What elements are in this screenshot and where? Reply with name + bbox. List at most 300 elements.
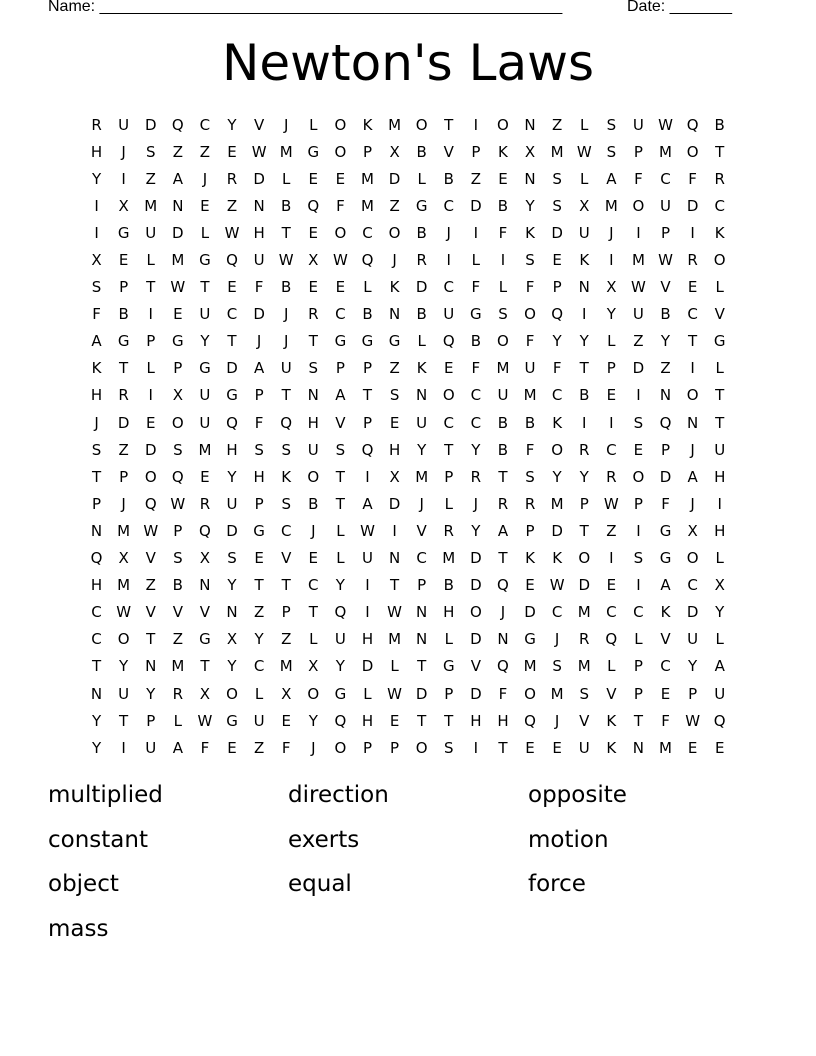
grid-letter: O: [307, 684, 320, 703]
grid-letter: Y: [227, 115, 237, 134]
grid-letter: I: [94, 196, 99, 215]
grid-letter: U: [687, 630, 699, 649]
grid-letter: G: [226, 711, 238, 730]
grid-letter: U: [118, 684, 130, 703]
grid-letter: D: [686, 196, 699, 215]
page-title: Newton's Laws: [221, 34, 595, 92]
grid-letter: N: [578, 278, 590, 297]
grid-letter: D: [632, 359, 645, 378]
grid-letter: U: [199, 386, 211, 405]
grid-letter: L: [417, 332, 426, 351]
grid-letter: S: [525, 467, 535, 486]
grid-letter: H: [714, 467, 726, 486]
grid-letter: O: [632, 467, 645, 486]
grid-letter: B: [416, 142, 427, 161]
word-search-grid: [83, 111, 733, 761]
grid-letter: U: [416, 413, 428, 432]
grid-letter: U: [253, 711, 265, 730]
grid-letter: I: [473, 738, 479, 757]
grid-letter: Z: [389, 196, 400, 215]
grid-letter: I: [582, 413, 587, 432]
grid-letter: E: [389, 413, 400, 432]
grid-letter: A: [335, 386, 346, 405]
grid-letter: H: [470, 711, 482, 730]
grid-letter: N: [145, 657, 157, 676]
grid-letter: G: [199, 251, 211, 270]
grid-letter: D: [578, 576, 591, 595]
grid-letter: L: [444, 630, 453, 649]
grid-letter: L: [146, 251, 155, 270]
grid-letter: E: [227, 278, 237, 297]
grid-letter: T: [146, 630, 156, 649]
grid-letter: L: [146, 359, 155, 378]
grid-letter: T: [417, 657, 427, 676]
grid-letter: M: [279, 657, 293, 676]
grid-letter: D: [524, 603, 536, 622]
grid-letter: S: [254, 440, 264, 459]
grid-letter: P: [633, 657, 643, 676]
grid-letter: C: [470, 386, 482, 405]
grid-letter: U: [497, 386, 509, 405]
grid-letter: E: [687, 278, 698, 297]
grid-letter: P: [633, 494, 643, 513]
grid-letter: Q: [280, 413, 293, 432]
grid-letter: D: [551, 223, 563, 242]
grid-letter: F: [254, 413, 264, 432]
grid-letter: T: [281, 223, 291, 242]
grid-letter: E: [335, 169, 346, 188]
grid-letter: T: [444, 711, 454, 730]
grid-letter: N: [416, 603, 428, 622]
grid-letter: O: [334, 115, 347, 134]
grid-letter: P: [173, 521, 183, 540]
grid-letter: C: [91, 603, 102, 622]
grid-letter: J: [609, 223, 614, 242]
grid-letter: F: [525, 332, 535, 351]
grid-letter: P: [390, 738, 400, 757]
word-list-item: direction: [288, 782, 389, 808]
grid-letter: B: [281, 196, 292, 215]
grid-letter: A: [172, 738, 183, 757]
grid-letter: K: [281, 467, 292, 486]
grid-letter: N: [199, 576, 211, 595]
grid-letter: W: [685, 711, 701, 730]
grid-letter: C: [714, 196, 725, 215]
grid-letter: W: [170, 494, 186, 513]
grid-letter: R: [470, 467, 482, 486]
grid-letter: R: [91, 115, 102, 134]
grid-letter: I: [365, 467, 370, 486]
grid-letter: D: [659, 467, 672, 486]
grid-letter: P: [281, 603, 291, 622]
grid-letter: E: [254, 549, 264, 568]
grid-letter: W: [658, 115, 673, 134]
grid-letter: Y: [660, 332, 671, 351]
grid-letter: H: [307, 413, 319, 432]
grid-letter: C: [308, 576, 319, 595]
grid-letter: C: [91, 630, 102, 649]
grid-letter: Y: [91, 738, 102, 757]
grid-letter: R: [226, 169, 238, 188]
grid-letter: S: [173, 549, 183, 568]
grid-letter: C: [443, 413, 454, 432]
grid-letter: L: [471, 251, 481, 270]
grid-letter: E: [227, 142, 237, 161]
grid-letter: F: [634, 169, 643, 188]
grid-letter: V: [660, 278, 671, 297]
grid-letter: U: [145, 223, 157, 242]
grid-letter: E: [552, 738, 562, 757]
grid-letter: G: [226, 386, 238, 405]
grid-letter: J: [121, 142, 126, 161]
grid-letter: A: [91, 332, 102, 351]
grid-letter: B: [172, 576, 183, 595]
grid-letter: L: [715, 278, 724, 297]
grid-letter: B: [443, 576, 454, 595]
grid-letter: D: [551, 521, 563, 540]
grid-letter: K: [714, 223, 725, 242]
grid-letter: F: [525, 440, 535, 459]
grid-letter: Z: [253, 603, 265, 622]
grid-letter: F: [688, 169, 697, 188]
grid-letter: F: [254, 278, 264, 297]
grid-letter: S: [389, 386, 400, 405]
grid-letter: Y: [552, 332, 562, 351]
grid-letter: I: [121, 738, 126, 757]
grid-letter: V: [145, 603, 156, 622]
grid-letter: Z: [470, 169, 481, 188]
grid-letter: M: [659, 738, 672, 757]
grid-letter: W: [116, 603, 132, 622]
grid-letter: L: [417, 169, 426, 188]
grid-letter: C: [443, 196, 454, 215]
grid-letter: O: [334, 738, 347, 757]
grid-letter: M: [577, 603, 591, 622]
grid-letter: M: [117, 576, 131, 595]
grid-letter: T: [633, 711, 643, 730]
grid-letter: P: [633, 684, 643, 703]
grid-letter: S: [552, 169, 562, 188]
grid-letter: Y: [227, 576, 237, 595]
grid-letter: O: [469, 603, 482, 622]
grid-letter: C: [443, 278, 454, 297]
grid-letter: I: [473, 223, 479, 242]
grid-letter: Y: [227, 657, 237, 676]
grid-letter: I: [636, 223, 641, 242]
grid-letter: W: [224, 223, 240, 242]
grid-letter: K: [389, 278, 400, 297]
grid-letter: U: [714, 684, 726, 703]
grid-letter: U: [226, 494, 238, 513]
grid-letter: B: [660, 305, 671, 324]
grid-letter: L: [309, 630, 318, 649]
grid-letter: U: [578, 738, 590, 757]
grid-letter: Z: [552, 115, 563, 134]
grid-letter: M: [631, 251, 645, 270]
grid-letter: I: [636, 521, 641, 540]
grid-letter: D: [226, 521, 238, 540]
grid-letter: O: [415, 115, 428, 134]
grid-letter: F: [471, 278, 481, 297]
grid-letter: Z: [281, 630, 292, 649]
grid-letter: I: [148, 305, 153, 324]
name-field-label: Name: ____________________________________________________: [48, 0, 563, 15]
grid-letter: L: [715, 359, 724, 378]
grid-letter: O: [171, 413, 184, 432]
grid-letter: C: [551, 603, 563, 622]
grid-letter: R: [606, 467, 617, 486]
grid-letter: B: [497, 413, 509, 432]
grid-letter: T: [579, 521, 589, 540]
grid-letter: P: [362, 142, 372, 161]
grid-letter: U: [280, 359, 292, 378]
grid-letter: T: [119, 711, 129, 730]
grid-letter: Z: [172, 142, 183, 161]
grid-letter: I: [446, 251, 451, 270]
grid-letter: T: [335, 494, 345, 513]
grid-letter: T: [254, 576, 264, 595]
grid-letter: U: [253, 251, 265, 270]
grid-letter: E: [525, 738, 535, 757]
grid-letter: E: [552, 251, 562, 270]
grid-letter: Q: [551, 305, 564, 324]
grid-letter: M: [577, 657, 591, 676]
grid-letter: A: [687, 467, 698, 486]
grid-letter: Y: [335, 657, 345, 676]
grid-letter: G: [524, 630, 536, 649]
word-list: [48, 777, 768, 955]
grid-letter: V: [416, 521, 427, 540]
grid-letter: K: [498, 142, 508, 161]
grid-letter: D: [470, 684, 482, 703]
grid-letter: Y: [552, 467, 562, 486]
grid-letter: L: [363, 684, 372, 703]
grid-letter: Y: [335, 576, 345, 595]
grid-letter: L: [336, 521, 345, 540]
grid-letter: D: [470, 196, 482, 215]
grid-letter: B: [443, 169, 454, 188]
grid-letter: M: [171, 657, 185, 676]
grid-letter: T: [91, 657, 102, 676]
grid-letter: Q: [442, 332, 455, 351]
grid-letter: J: [554, 711, 560, 730]
grid-letter: M: [198, 440, 212, 459]
grid-letter: G: [659, 521, 672, 540]
grid-letter: E: [308, 549, 319, 568]
grid-letter: Z: [389, 359, 400, 378]
grid-letter: J: [256, 332, 262, 351]
grid-letter: A: [362, 494, 373, 513]
grid-letter: T: [362, 386, 373, 405]
grid-letter: O: [713, 251, 726, 270]
grid-letter: V: [253, 115, 265, 134]
grid-letter: J: [500, 603, 506, 622]
grid-letter: P: [254, 386, 264, 405]
grid-letter: A: [497, 521, 509, 540]
grid-letter: L: [254, 684, 264, 703]
grid-letter: I: [609, 549, 614, 568]
grid-letter: H: [226, 440, 238, 459]
grid-letter: O: [524, 684, 536, 703]
grid-letter: T: [417, 711, 427, 730]
grid-letter: G: [199, 359, 211, 378]
grid-letter: L: [336, 549, 345, 568]
grid-letter: C: [335, 305, 346, 324]
grid-letter: E: [389, 711, 400, 730]
grid-letter: Y: [119, 657, 129, 676]
grid-letter: T: [444, 115, 454, 134]
grid-letter: R: [579, 630, 590, 649]
grid-letter: S: [498, 305, 508, 324]
grid-letter: D: [144, 115, 157, 134]
grid-letter: L: [390, 657, 399, 676]
grid-letter: T: [444, 440, 454, 459]
grid-letter: Q: [334, 711, 347, 730]
grid-letter: Y: [579, 467, 589, 486]
grid-letter: P: [119, 467, 129, 486]
grid-letter: M: [388, 115, 402, 134]
grid-letter: N: [226, 603, 238, 622]
grid-letter: X: [91, 251, 102, 270]
grid-letter: V: [660, 630, 671, 649]
grid-letter: S: [91, 278, 102, 297]
grid-letter: E: [173, 305, 183, 324]
grid-letter: L: [634, 630, 643, 649]
grid-letter: N: [416, 386, 428, 405]
grid-letter: K: [416, 359, 427, 378]
grid-letter: N: [524, 115, 536, 134]
grid-letter: Q: [199, 521, 211, 540]
grid-letter: W: [603, 494, 619, 513]
grid-letter: B: [524, 413, 536, 432]
grid-letter: D: [470, 630, 482, 649]
grid-letter: X: [579, 196, 590, 215]
grid-letter: D: [388, 169, 401, 188]
grid-letter: Q: [334, 603, 347, 622]
grid-letter: X: [226, 630, 238, 649]
grid-letter: F: [498, 223, 508, 242]
grid-letter: X: [606, 278, 617, 297]
grid-letter: Z: [606, 521, 617, 540]
grid-letter: I: [392, 521, 397, 540]
grid-letter: Q: [307, 196, 320, 215]
grid-letter: O: [117, 630, 130, 649]
grid-letter: O: [551, 440, 564, 459]
grid-letter: E: [281, 711, 291, 730]
grid-letter: G: [442, 657, 455, 676]
grid-letter: Q: [361, 251, 374, 270]
grid-letter: M: [523, 386, 537, 405]
grid-letter: Z: [172, 630, 183, 649]
grid-letter: A: [660, 576, 671, 595]
grid-letter: U: [578, 223, 590, 242]
grid-letter: V: [172, 603, 183, 622]
grid-letter: V: [579, 711, 590, 730]
grid-letter: U: [632, 305, 644, 324]
grid-letter: Q: [226, 251, 238, 270]
grid-letter: X: [199, 549, 211, 568]
grid-letter: E: [308, 278, 319, 297]
grid-letter: O: [144, 467, 157, 486]
grid-letter: N: [659, 386, 672, 405]
grid-letter: T: [389, 576, 400, 595]
grid-letter: E: [606, 576, 617, 595]
grid-letter: I: [690, 359, 695, 378]
grid-letter: G: [361, 332, 374, 351]
grid-letter: Z: [660, 359, 671, 378]
grid-letter: B: [308, 494, 319, 513]
grid-letter: N: [307, 386, 319, 405]
grid-letter: L: [200, 223, 210, 242]
grid-letter: Z: [253, 738, 265, 757]
grid-letter: N: [388, 549, 401, 568]
grid-letter: J: [94, 413, 99, 432]
grid-letter: I: [717, 494, 722, 513]
grid-letter: S: [145, 142, 156, 161]
grid-letter: P: [444, 684, 454, 703]
grid-letter: X: [308, 251, 319, 270]
grid-letter: E: [308, 169, 319, 188]
grid-letter: B: [416, 305, 427, 324]
grid-letter: C: [226, 305, 238, 324]
grid-letter: S: [91, 440, 102, 459]
grid-letter: C: [280, 521, 292, 540]
grid-letter: O: [334, 223, 347, 242]
grid-letter: N: [388, 305, 401, 324]
grid-letter: Y: [227, 467, 237, 486]
grid-letter: L: [607, 332, 616, 351]
grid-letter: T: [498, 467, 508, 486]
grid-letter: T: [688, 332, 698, 351]
grid-letter: P: [362, 738, 372, 757]
grid-letter: V: [199, 603, 211, 622]
word-list-item: opposite: [528, 782, 627, 808]
grid-letter: E: [498, 169, 508, 188]
grid-letter: W: [576, 142, 592, 161]
grid-letter: H: [253, 467, 265, 486]
grid-letter: F: [661, 711, 670, 730]
grid-letter: T: [281, 386, 291, 405]
grid-letter: K: [91, 359, 102, 378]
grid-letter: X: [199, 684, 211, 703]
grid-letter: C: [687, 305, 698, 324]
word-list-item: multiplied: [48, 782, 163, 808]
grid-letter: R: [497, 494, 509, 513]
grid-letter: D: [415, 684, 428, 703]
grid-letter: R: [172, 684, 184, 703]
grid-letter: S: [606, 115, 617, 134]
grid-letter: H: [443, 603, 455, 622]
grid-letter: K: [552, 413, 563, 432]
grid-letter: G: [117, 332, 130, 351]
grid-letter: X: [308, 657, 319, 676]
grid-letter: V: [335, 413, 346, 432]
grid-letter: Z: [199, 142, 211, 161]
grid-letter: C: [687, 576, 698, 595]
grid-letter: M: [144, 196, 158, 215]
grid-letter: X: [524, 142, 536, 161]
grid-letter: S: [281, 440, 291, 459]
grid-letter: Y: [254, 630, 264, 649]
grid-letter: P: [254, 494, 264, 513]
grid-letter: O: [307, 467, 320, 486]
grid-letter: O: [497, 115, 509, 134]
grid-letter: I: [148, 386, 153, 405]
grid-letter: B: [497, 196, 509, 215]
grid-letter: Q: [144, 494, 157, 513]
grid-letter: E: [687, 738, 698, 757]
grid-letter: T: [308, 332, 318, 351]
